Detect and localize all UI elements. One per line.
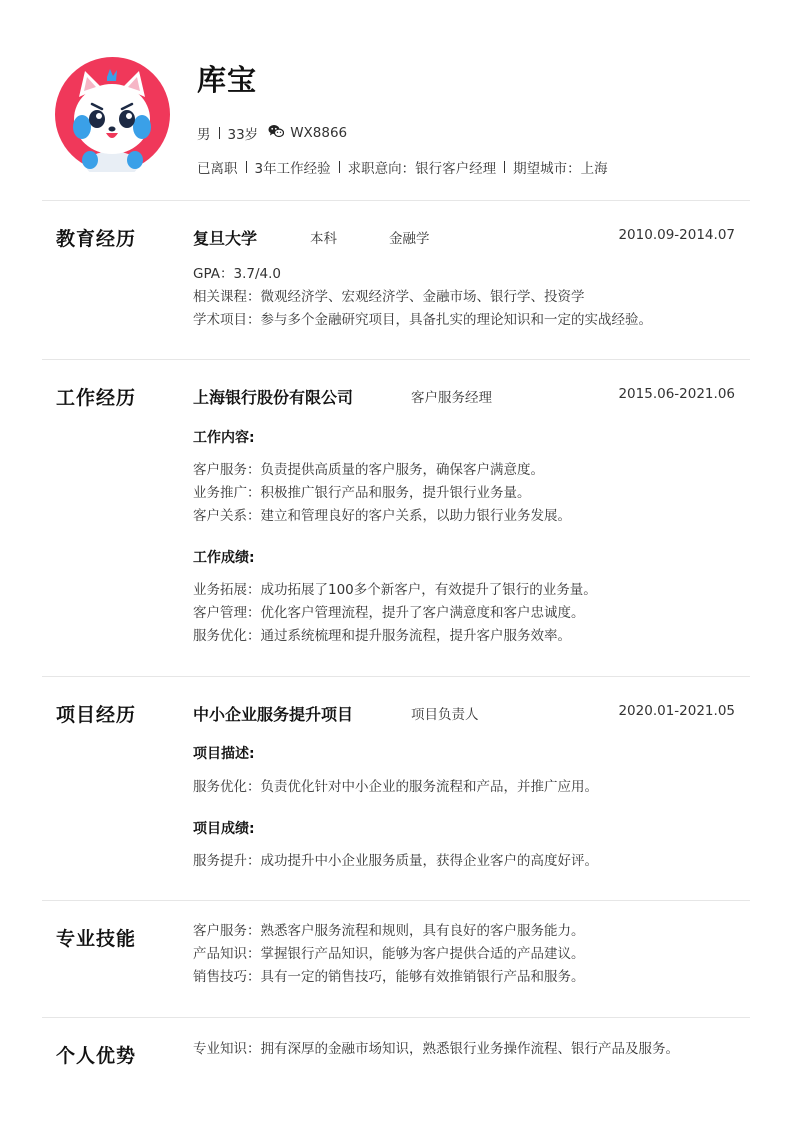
section-divider <box>42 1017 750 1018</box>
education-line: 相关课程：微观经济学、宏观经济学、金融市场、银行学、投资学 <box>193 289 585 305</box>
work-content-list <box>193 459 571 528</box>
education-line: GPA：3.7/4.0 <box>193 266 281 282</box>
skills-title: 专业技能 <box>56 928 137 950</box>
advantages-list <box>193 1038 679 1061</box>
separator <box>219 127 220 139</box>
project-result-heading: 项目成绩: <box>193 821 255 837</box>
advantages-title: 个人优势 <box>56 1045 137 1067</box>
candidate-name: 库宝 <box>197 63 258 97</box>
work-content-line: 客户关系：建立和管理良好的客户关系，以助力银行业务发展。 <box>193 508 571 524</box>
separator <box>246 161 247 173</box>
section-divider <box>42 359 750 360</box>
work-title: 工作经历 <box>56 387 137 409</box>
work-achievement-list <box>193 579 597 648</box>
project-result-line: 服务提升：成功提升中小企业服务质量，获得企业客户的高度好评。 <box>193 853 598 869</box>
work-achievement-line: 客户管理：优化客户管理流程，提升了客户满意度和客户忠诚度。 <box>193 605 585 621</box>
section-divider <box>42 676 750 677</box>
wechat-id: WX8866 <box>290 125 348 141</box>
project-desc-list <box>193 776 598 799</box>
project-desc-line: 服务优化：负责优化针对中小企业的服务流程和产品，并推广应用。 <box>193 779 598 795</box>
project-result-list <box>193 850 598 873</box>
job-info-row <box>197 158 608 176</box>
job-position: 客户服务经理 <box>411 390 492 406</box>
mascot-avatar <box>55 57 170 172</box>
school-name: 复旦大学 <box>193 229 258 248</box>
project-date: 2020.01-2021.05 <box>618 703 735 719</box>
major: 金融学 <box>389 231 430 247</box>
work-achievement-heading: 工作成绩: <box>193 550 255 566</box>
work-date: 2015.06-2021.06 <box>618 386 735 402</box>
education-title: 教育经历 <box>56 228 137 250</box>
project-role: 项目负责人 <box>411 707 479 723</box>
project-desc-heading: 项目描述: <box>193 746 255 762</box>
project-title: 项目经历 <box>56 704 137 726</box>
skills-list <box>193 920 585 989</box>
separator <box>504 161 505 173</box>
advantage-line: 专业知识：拥有深厚的金融市场知识，熟悉银行业务操作流程、银行产品及服务。 <box>193 1041 679 1057</box>
section-divider <box>42 900 750 901</box>
work-experience: 3年工作经验 <box>254 161 331 177</box>
company-name: 上海银行股份有限公司 <box>193 388 354 407</box>
employment-status: 已离职 <box>197 161 238 177</box>
education-line: 学术项目：参与多个金融研究项目，具备扎实的理论知识和一定的实战经验。 <box>193 312 652 328</box>
education-details <box>193 263 652 332</box>
avatar <box>55 57 170 172</box>
work-content-line: 客户服务：负责提供高质量的客户服务，确保客户满意度。 <box>193 462 544 478</box>
gender: 男 <box>197 127 211 143</box>
section-divider <box>42 200 750 201</box>
skill-line: 客户服务：熟悉客户服务流程和规则，具有良好的客户服务能力。 <box>193 923 585 939</box>
work-content-heading: 工作内容: <box>193 430 255 446</box>
work-achievement-line: 业务拓展：成功拓展了100多个新客户，有效提升了银行的业务量。 <box>193 582 597 598</box>
education-date: 2010.09-2014.07 <box>618 227 735 243</box>
basic-info-row <box>197 124 347 142</box>
skill-line: 产品知识：掌握银行产品知识，能够为客户提供合适的产品建议。 <box>193 946 585 962</box>
skill-line: 销售技巧：具有一定的销售技巧，能够有效推销银行产品和服务。 <box>193 969 585 985</box>
age: 33岁 <box>227 127 259 143</box>
separator <box>339 161 340 173</box>
expected-city: 期望城市：上海 <box>513 161 608 177</box>
work-content-line: 业务推广：积极推广银行产品和服务，提升银行业务量。 <box>193 485 531 501</box>
project-name: 中小企业服务提升项目 <box>193 705 354 724</box>
degree: 本科 <box>310 231 337 247</box>
work-achievement-line: 服务优化：通过系统梳理和提升服务流程，提升客户服务效率。 <box>193 628 571 644</box>
job-intent: 求职意向：银行客户经理 <box>347 161 497 177</box>
wechat-icon <box>268 124 284 142</box>
